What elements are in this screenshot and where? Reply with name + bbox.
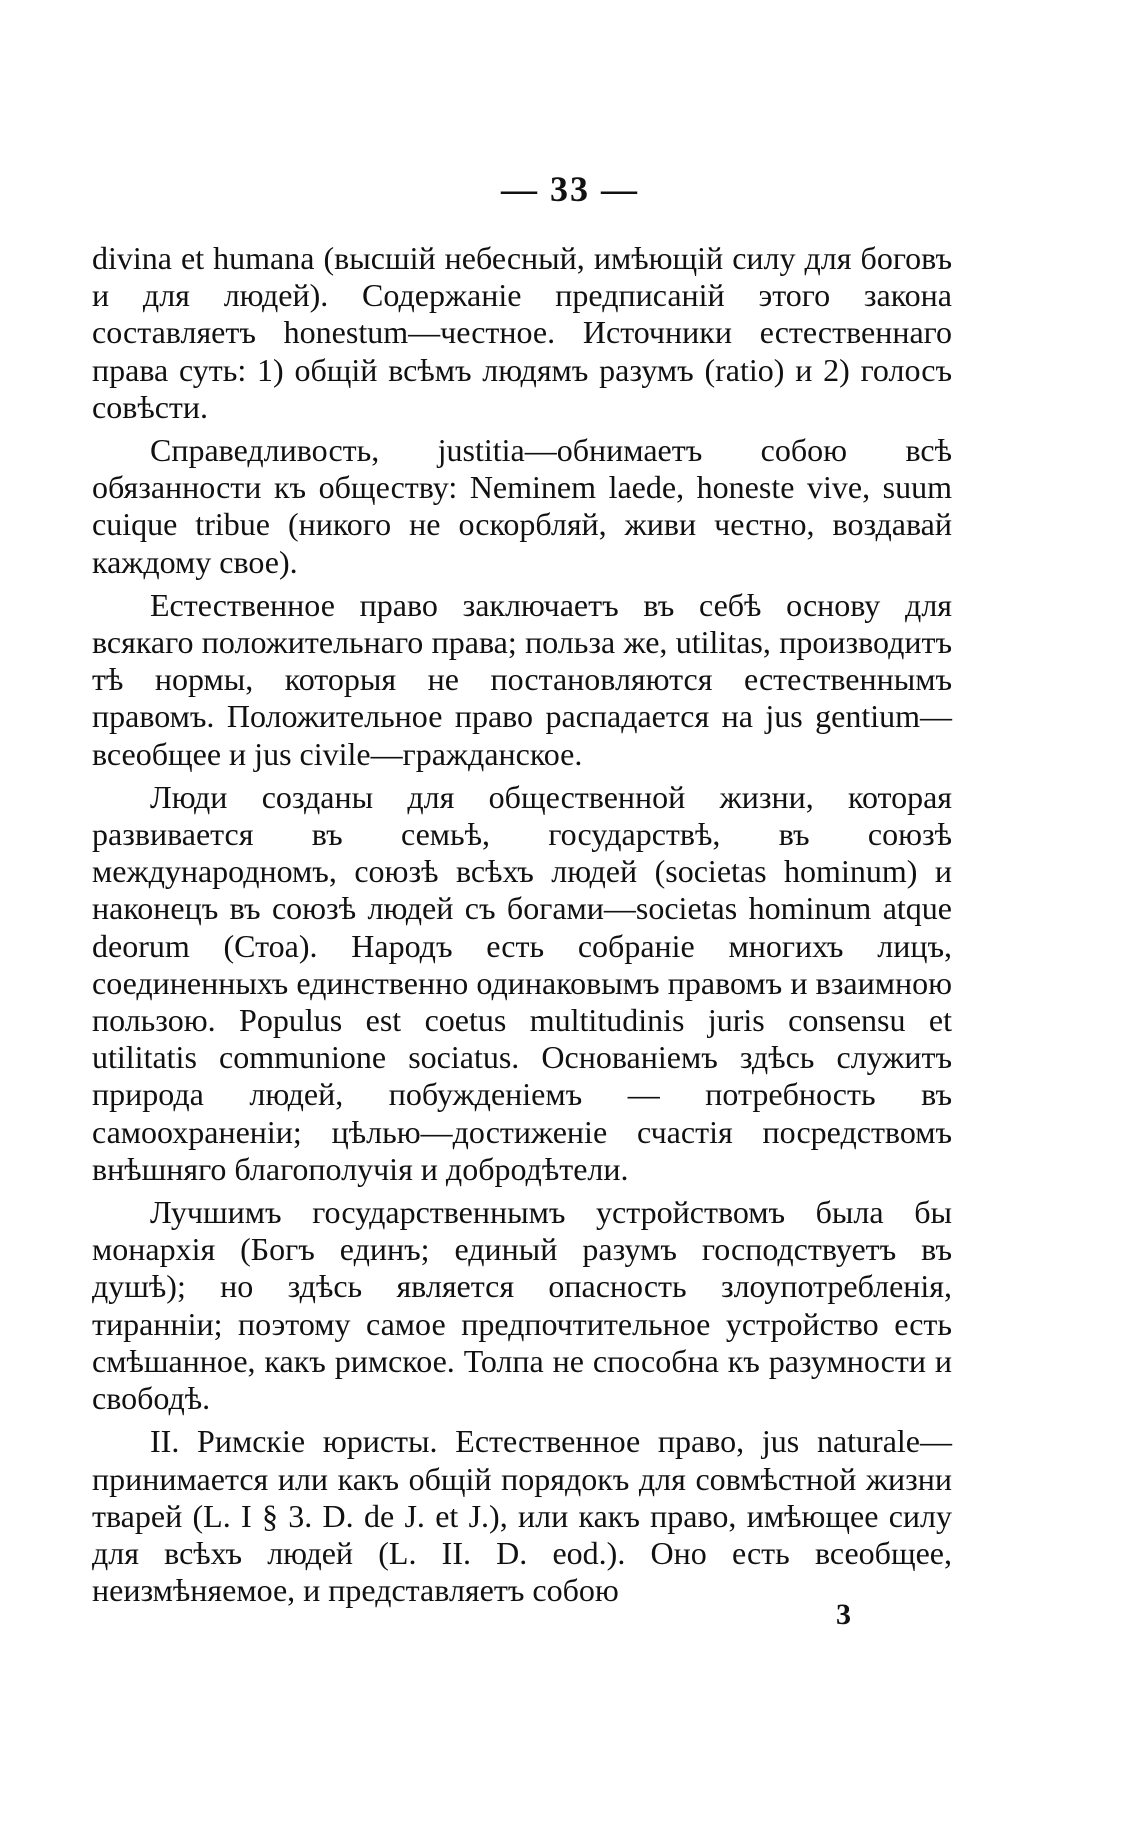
paragraph-justice: Справедливость, justitia—обнимаетъ собою всѣ обязанности къ обществу: Neminem laede, honeste vive, suum cuique tribue (никого не оскорбляй, живи честно, воздавай каждому свое). (92, 432, 952, 580)
paragraph-society: Люди созданы для общественной жизни, которая развивается въ семьѣ, государствѣ, въ союзѣ международномъ, союзѣ всѣхъ людей (societas hominum) и наконецъ въ союзѣ людей съ богами—societas hominum atque deorum (Стоа). Народъ есть собраніе многихъ лицъ, соединенныхъ единственно одинаковымъ правомъ и взаимною пользою. Populus est coetus multitudinis juris consensu et utilitatis communione sociatus. Основаніемъ здѣсь служитъ природа людей, побужденіемъ — потребность въ самоохраненіи; цѣлью—достиженіе счастія посредствомъ внѣшняго благополучія и добродѣтели. (92, 778, 952, 1187)
paragraph-roman-jurists: II. Римскіе юристы. Естественное право, jus naturale—принимается или какъ общій порядокъ для совмѣстной жизни тварей (L. I § 3. D. de J. et J.), или какъ право, имѣющее силу для всѣхъ людей (L. II. D. eod.). Оно есть всеобщее, неизмѣняемое, и представляетъ собою (92, 1423, 952, 1609)
page-number: — 33 — (501, 169, 639, 209)
paragraph-natural-law-sources: divina et humana (высшій небесный, имѣющій силу для боговъ и для людей). Содержаніе предписаній этого закона составляетъ honestum—честное. Источники естественнаго права суть: 1) общій всѣмъ людямъ разумъ (ratio) и 2) голосъ совѣсти. (92, 240, 952, 425)
signature-mark: 3 (836, 1598, 851, 1631)
paragraph-positive-law: Естественное право заключаетъ въ себѣ основу для всякаго положительнаго права; польза же, utilitas, производитъ тѣ нормы, которыя не постановляются естественнымъ правомъ. Положительное право распадается на jus gentium—всеобщее и jus civile—гражданское. (92, 586, 952, 772)
body-text (92, 240, 952, 1615)
paragraph-state-structure: Лучшимъ государственнымъ устройствомъ была бы монархія (Богъ единъ; единый разумъ господствуетъ въ душѣ); но здѣсь является опасность злоупотребленія, тиранніи; поэтому самое предпочтительное устройство есть смѣшанное, какъ римское. Толпа не способна къ разумности и свободѣ. (92, 1194, 952, 1417)
